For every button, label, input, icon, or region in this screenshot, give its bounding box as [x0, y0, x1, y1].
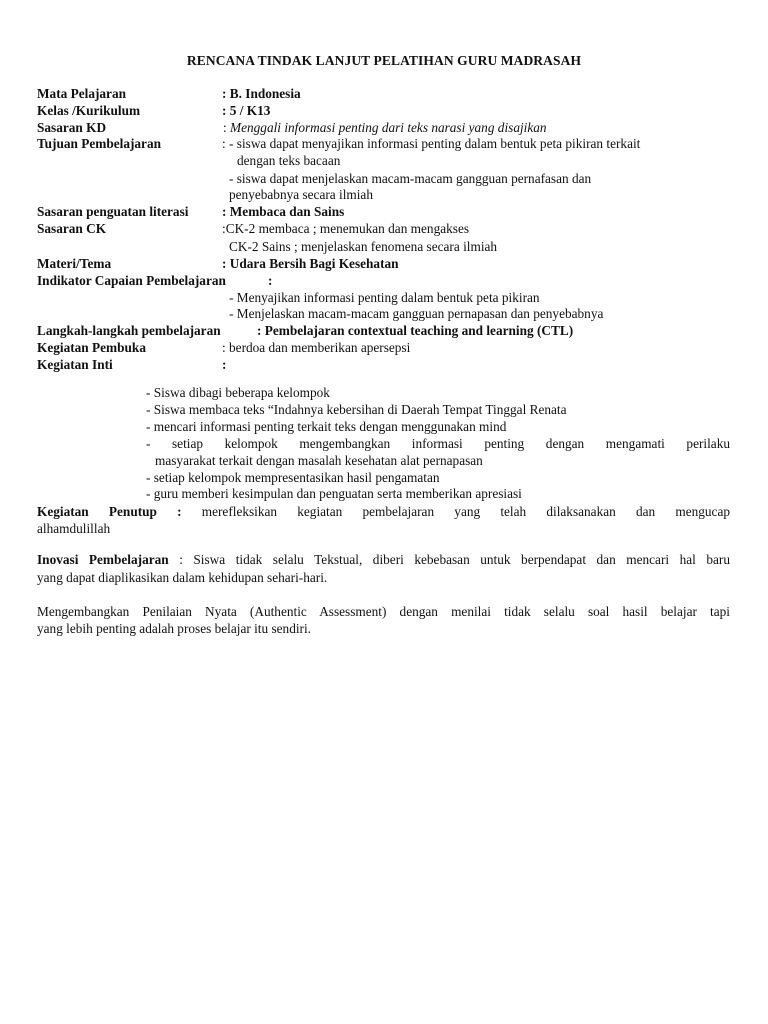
inti-item-4: - setiap kelompok mengembangkan informasi penting dengan mengamati perilaku — [146, 436, 730, 451]
penutup-label: Kegiatan Penutup : — [37, 504, 182, 519]
inti-item-3: - mencari informasi penting terkait teks dengan menggunakan mind — [146, 419, 507, 434]
inovasi-line-2: yang dapat diaplikasikan dalam kehidupan sehari-hari. — [37, 570, 328, 585]
mata-pelajaran-value: : B. Indonesia — [222, 86, 301, 101]
inovasi-line-1: : Siswa tidak selalu Tekstual, diberi kebebasan untuk berpendapat dan mencari hal baru — [168, 552, 730, 567]
penilaian-line-1: Mengembangkan Penilaian Nyata (Authentic Assessment) dengan menilai tidak selalu soal hasil belajar tapi — [37, 604, 730, 619]
langkah-label: Langkah-langkah pembelajaran — [37, 323, 221, 338]
materi-label: Materi/Tema — [37, 256, 112, 271]
penutup-row — [37, 503, 730, 520]
inti-item-4-cont: masyarakat terkait dengan masalah kesehatan alat pernapasan — [155, 453, 483, 468]
tujuan-line-3: - siswa dapat menjelaskan macam-macam gangguan pernafasan dan — [229, 171, 592, 186]
indikator-item-2: - Menjelaskan macam-macam gangguan pernapasan dan penyebabnya — [229, 306, 604, 321]
inti-label: Kegiatan Inti — [37, 357, 113, 372]
tujuan-label: Tujuan Pembelajaran — [37, 136, 161, 151]
inti-item-2: - Siswa membaca teks “Indahnya kebersihan di Daerah Tempat Tinggal Renata — [146, 402, 567, 417]
kelas-label: Kelas /Kurikulum — [37, 103, 141, 118]
penutup-line-1: merefleksikan kegiatan pembelajaran yang telah dilaksanakan dan mengucap — [181, 504, 730, 519]
sasaran-kd-colon: : — [223, 120, 231, 135]
tujuan-line-1: : - siswa dapat menyajikan informasi penting dalam bentuk peta pikiran terkait — [222, 136, 641, 151]
sasaran-kd-value: Menggali informasi penting dari teks narasi yang disajikan — [230, 120, 547, 135]
materi-value: : Udara Bersih Bagi Kesehatan — [222, 256, 399, 271]
indikator-label: Indikator Capaian Pembelajaran — [37, 273, 226, 288]
indikator-item-1: - Menyajikan informasi penting dalam bentuk peta pikiran — [229, 290, 540, 305]
sasaran-kd-row — [223, 119, 547, 136]
sasaran-kd-label: Sasaran KD — [37, 120, 107, 135]
literasi-value: : Membaca dan Sains — [222, 204, 345, 219]
literasi-label: Sasaran penguatan literasi — [37, 204, 189, 219]
mata-pelajaran-label: Mata Pelajaran — [37, 86, 126, 101]
inovasi-row — [37, 551, 730, 568]
document-title: RENCANA TINDAK LANJUT PELATIHAN GURU MADRASAH — [186, 53, 582, 68]
sasaran-ck-line-1: :CK-2 membaca ; menemukan dan mengakses — [222, 221, 470, 236]
sasaran-ck-line-2: CK-2 Sains ; menjelaskan fenomena secara ilmiah — [229, 239, 498, 254]
inti-item-1: - Siswa dibagi beberapa kelompok — [146, 385, 330, 400]
kelas-value: : 5 / K13 — [222, 103, 271, 118]
langkah-value: : Pembelajaran contextual teaching and learning (CTL) — [257, 323, 574, 338]
penutup-line-2: alhamdulillah — [37, 521, 111, 536]
sasaran-ck-label: Sasaran CK — [37, 221, 107, 236]
inti-item-6: - guru memberi kesimpulan dan penguatan serta memberikan apresiasi — [146, 486, 522, 501]
pembuka-value: : berdoa dan memberikan apersepsi — [222, 340, 411, 355]
penilaian-line-2: yang lebih penting adalah proses belajar itu sendiri. — [37, 621, 311, 636]
tujuan-line-4: penyebabnya secara ilmiah — [229, 187, 373, 202]
inovasi-label: Inovasi Pembelajaran — [37, 552, 169, 567]
tujuan-line-2: dengan teks bacaan — [237, 153, 341, 168]
indikator-colon: : — [268, 273, 273, 288]
inti-colon: : — [222, 357, 227, 372]
pembuka-label: Kegiatan Pembuka — [37, 340, 146, 355]
inti-item-5: - setiap kelompok mempresentasikan hasil pengamatan — [146, 470, 440, 485]
